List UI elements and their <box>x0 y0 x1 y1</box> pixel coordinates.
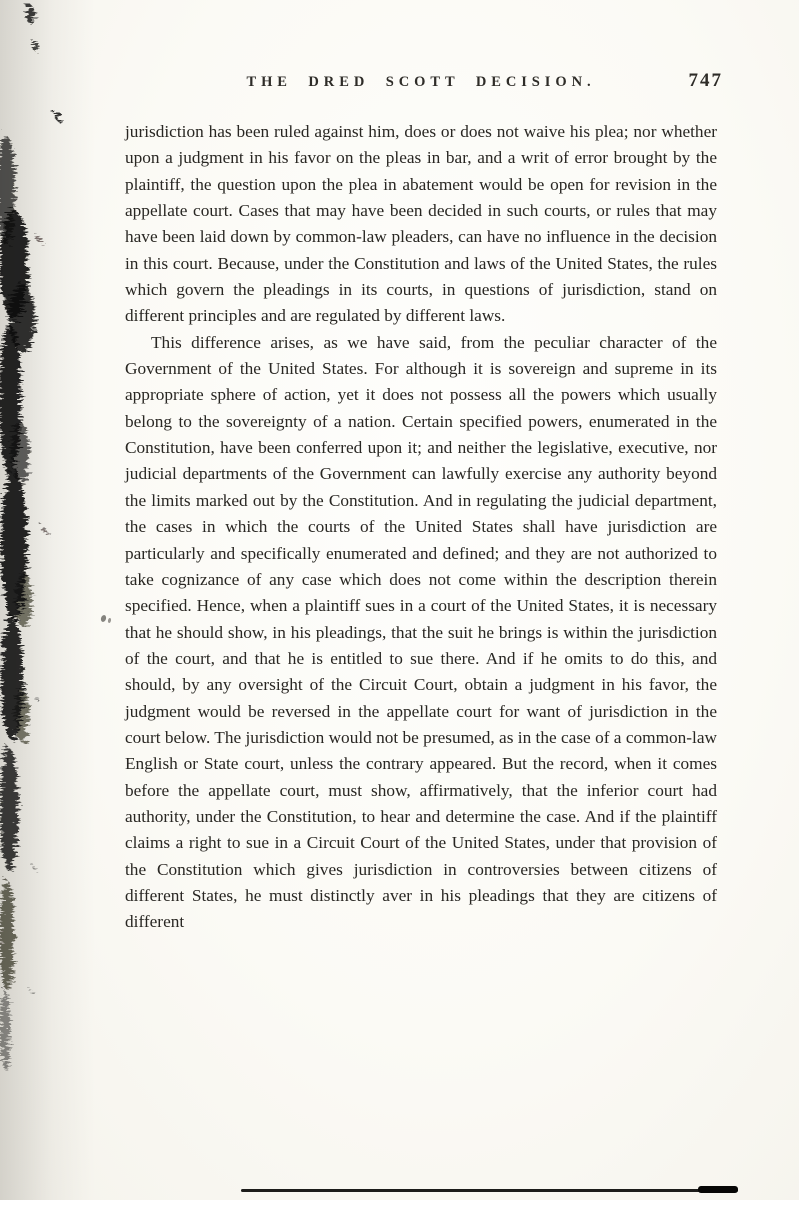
scan-artifact-bottom-line <box>241 1189 738 1192</box>
page-number: 747 <box>688 70 723 91</box>
body-paragraph-2: This difference arises, as we have said, from the peculiar character of the Government of the United States. For although it is sovereign and supreme in its appropriate sphere of action, yet it does not possess all the powers which usually belong to the sovereignty of a nation. Certain specified powers, enumerated in the Constitution, have been conferred upon it; and neither the legislative, executive, nor judicial departments of the Government can lawfully exercise any authority beyond the limits marked out by the Constitution. And in regulating the judicial department, the cases in which the courts of the United States shall have jurisdiction are particularly and specifically enumerated and defined; and they are not authorized to take cognizance of any case which does not come within the description therein specified. Hence, when a plaintiff sues in a court of the United States, it is necessary that he should show, in his pleadings, that the suit he brings is within the jurisdiction of the court, and that he is entitled to sue there. And if he omits to do this, and should, by any oversight of the Circuit Court, obtain a judgment in his favor, the judgment would be reversed in the appellate court for want of jurisdiction in the court below. The jurisdiction would not be presumed, as in the case of a common-law English or State court, unless the contrary appeared. But the record, when it comes before the appellate court, must show, affirmatively, that the inferior court had authority, under the Constitution, to hear and determine the case. And if the plaintiff claims a right to sue in a Circuit Court of the United States, under that provision of the Constitution which gives jurisdiction in controversies between citizens of different States, he must distinctly aver in his pleadings that they are citizens of different <box>125 332 717 932</box>
running-header <box>125 70 723 102</box>
page-text-block <box>125 70 723 936</box>
scan-artifact-bottom-mark <box>698 1186 738 1193</box>
running-header-title: THE DRED SCOTT DECISION. <box>246 74 596 90</box>
body-paragraph-1: jurisdiction has been ruled against him, does or does not waive his plea; nor whether upon a judgment in his favor on the pleas in bar, and a writ of error brought by the plaintiff, the question upon the plea in abatement would be open for revision in the appellate court. Cases that may have been decided in such courts, or rules that may have been laid down by common-law pleaders, can have no influence in the decision in this court. Because, under the Constitution and laws of the United States, the rules which govern the pleadings in its courts, in questions of jurisdiction, stand on different principles and are regulated by different laws. <box>125 122 717 326</box>
